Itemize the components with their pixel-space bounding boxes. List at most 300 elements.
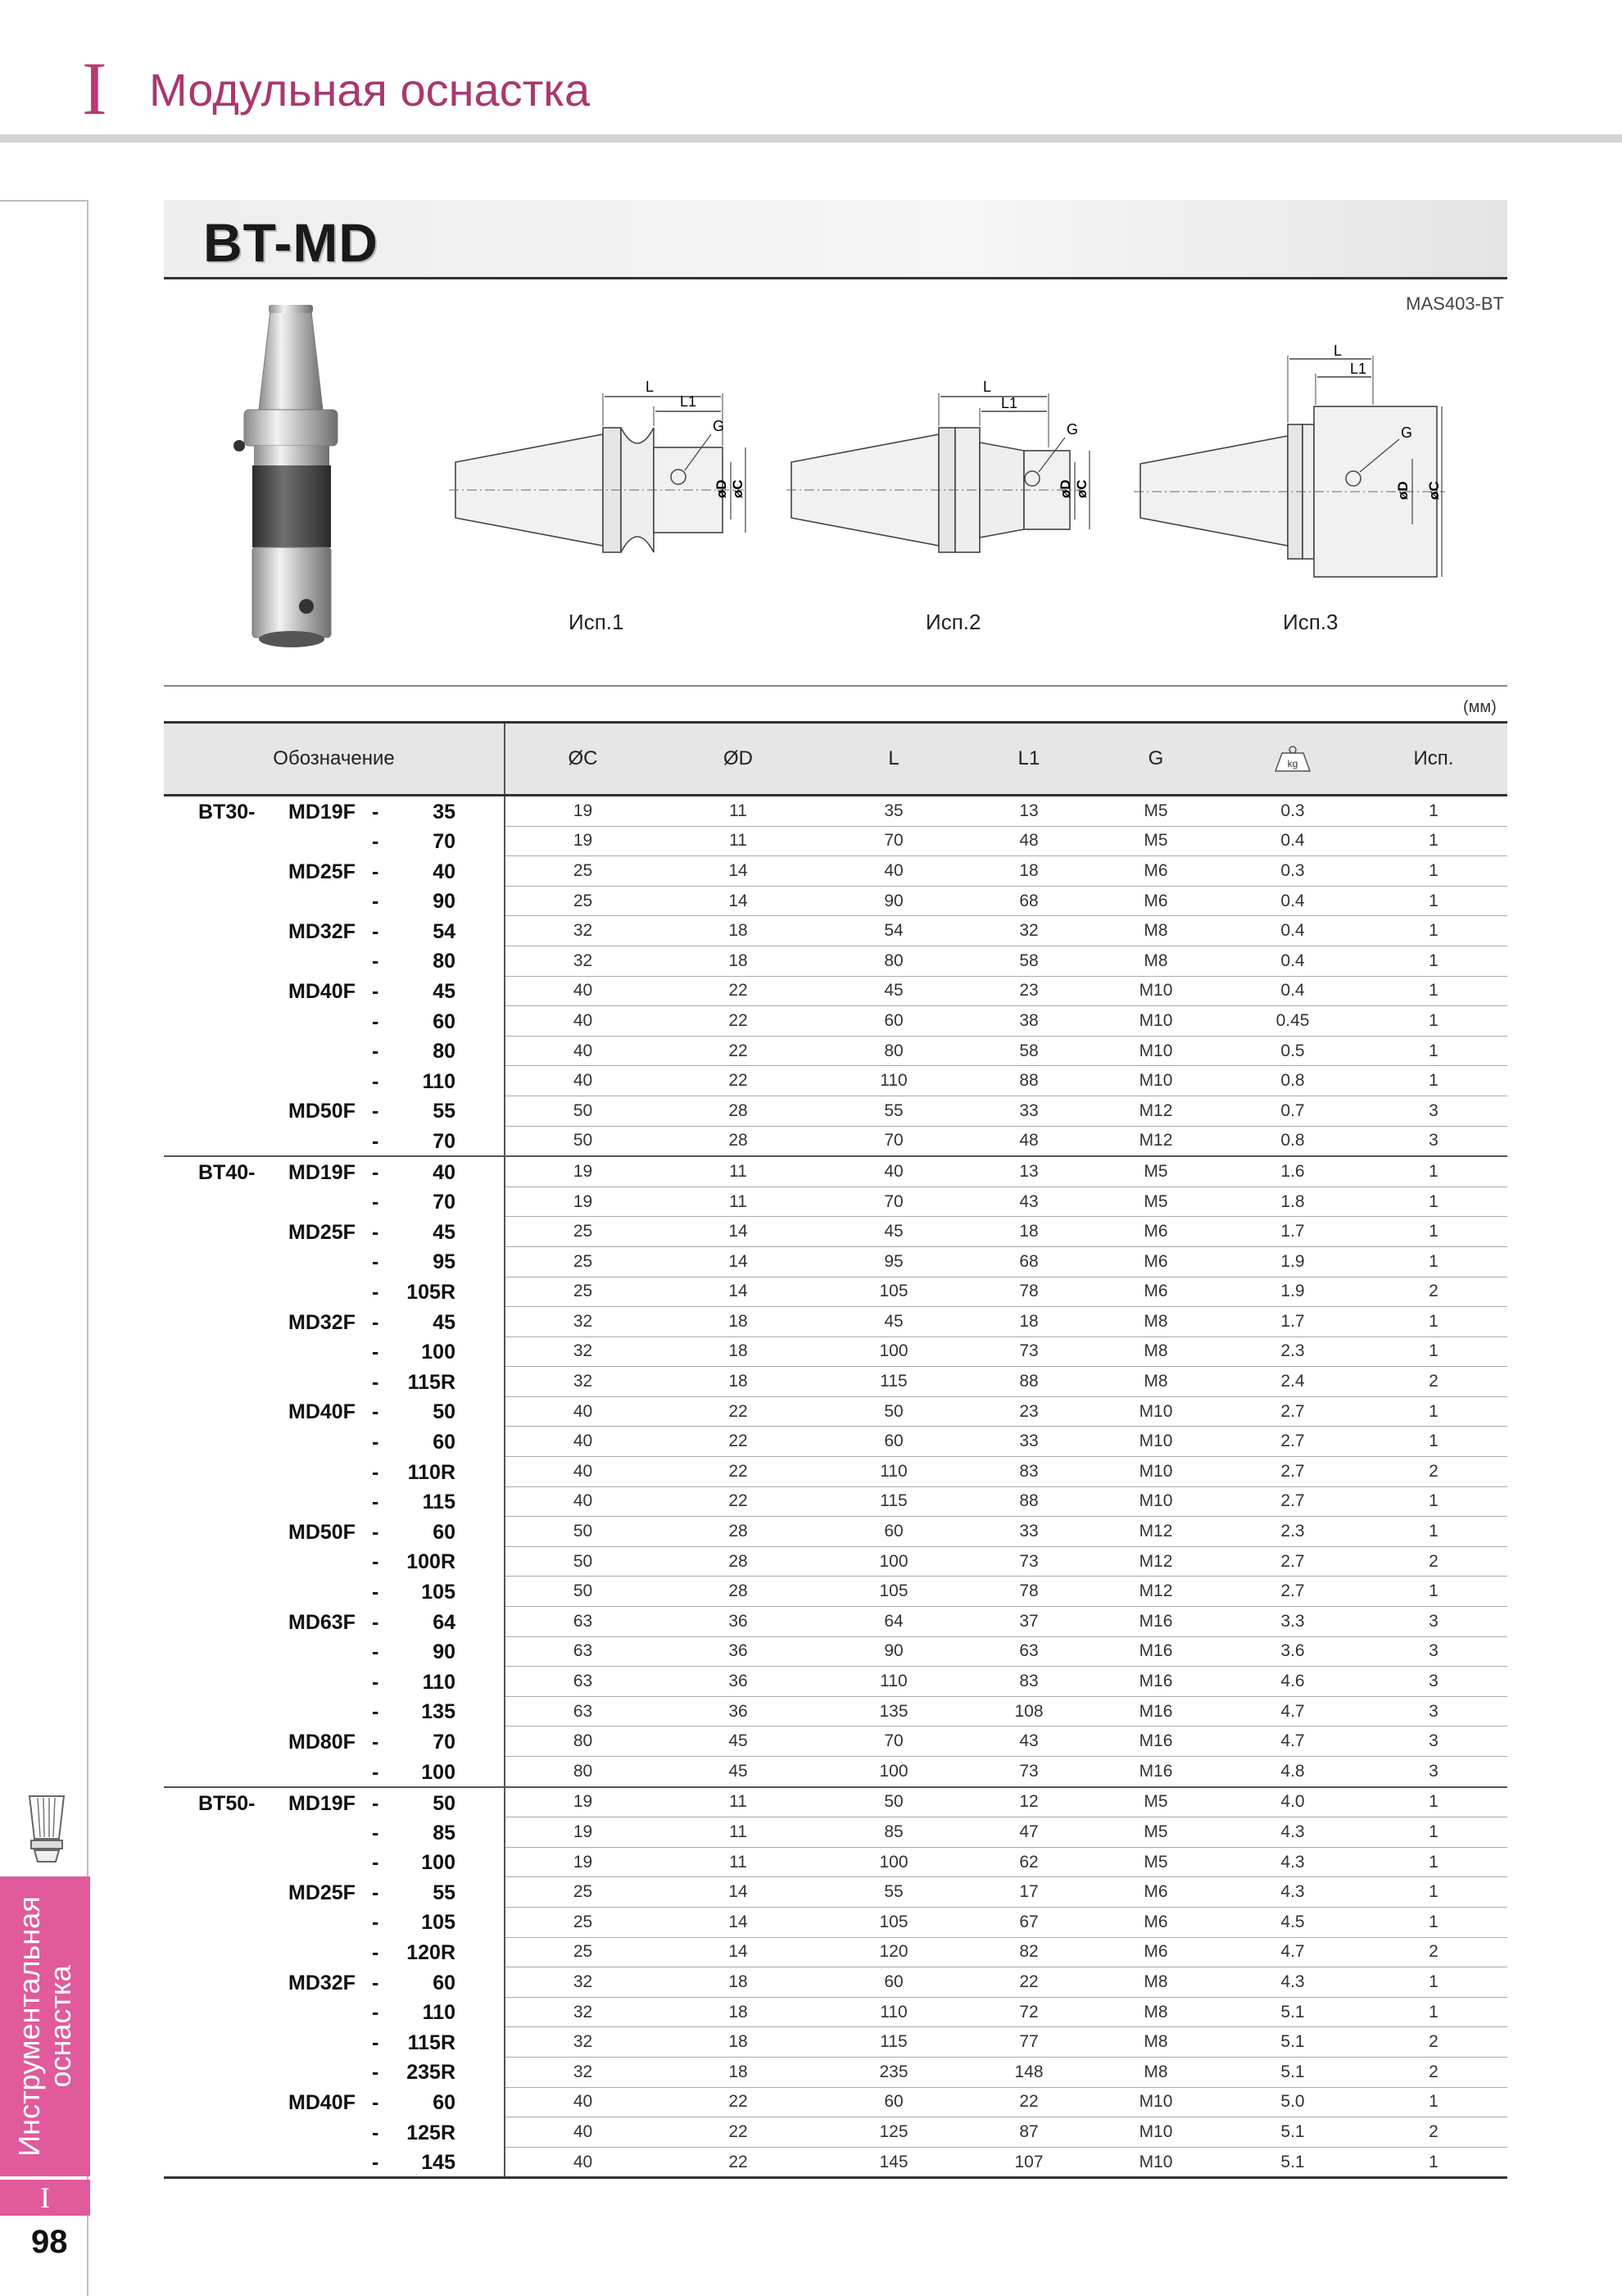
cell-d: 45 [660, 1757, 816, 1787]
designation-size-value: 110 [422, 1069, 455, 1093]
cell-l1: 58 [972, 946, 1086, 976]
dim-label: øC [730, 479, 745, 498]
cell-l1: 18 [972, 1307, 1086, 1337]
cell-isp: 1 [1360, 1907, 1507, 1937]
cell-d: 11 [660, 1817, 816, 1848]
cell-c: 32 [505, 1336, 660, 1367]
designation-model: MD19F [288, 801, 356, 824]
collet-icon [23, 1793, 70, 1863]
table-row [164, 1246, 1507, 1277]
cell-g: M5 [1086, 1156, 1226, 1187]
cell-designation: - 70 [164, 1187, 505, 1217]
cell-g: M8 [1086, 1997, 1226, 2027]
cell-d: 22 [660, 1427, 816, 1457]
cell-d: 45 [660, 1727, 816, 1757]
cell-d: 18 [660, 2057, 816, 2087]
designation-size-value: 110R [407, 1460, 455, 1484]
cell-d: 28 [660, 1546, 816, 1577]
cell-weight: 1.8 [1226, 1187, 1360, 1217]
cell-weight: 5.1 [1226, 2117, 1360, 2148]
cell-isp: 2 [1360, 2057, 1507, 2087]
cell-l: 105 [816, 1277, 972, 1307]
table-row [164, 2147, 1507, 2178]
cell-c: 50 [505, 1096, 660, 1126]
cell-weight: 5.1 [1226, 2027, 1360, 2058]
cell-l1: 23 [972, 976, 1086, 1006]
designation-size-value: 100 [421, 1341, 455, 1364]
cell-designation: MD50F - 60 [164, 1517, 505, 1547]
table-row [164, 1787, 1507, 1817]
cell-l1: 33 [972, 1517, 1086, 1547]
cell-isp: 1 [1360, 796, 1507, 827]
cell-weight: 0.7 [1226, 1096, 1360, 1126]
cell-weight: 2.7 [1226, 1577, 1360, 1607]
cell-l1: 107 [972, 2147, 1086, 2178]
cell-l1: 73 [972, 1336, 1086, 1367]
dim-label: øD [1395, 481, 1411, 500]
cell-weight: 0.8 [1226, 1066, 1360, 1096]
chapter-roman: I [82, 47, 107, 130]
designation-model: MD63F [288, 1610, 356, 1634]
cell-l1: 12 [972, 1787, 1086, 1817]
dim-label: L1 [1350, 361, 1367, 377]
cell-c: 40 [505, 1457, 660, 1487]
cell-l: 45 [816, 1217, 972, 1247]
designation-size-value: 45 [433, 1310, 455, 1334]
col-header-l1: L1 [972, 723, 1086, 796]
cell-g: M12 [1086, 1126, 1226, 1156]
section-side-tab-label [14, 1896, 76, 2156]
cell-c: 19 [505, 1787, 660, 1817]
table-row [164, 1727, 1507, 1757]
units-label: (мм) [1463, 698, 1497, 716]
section-side-tab [0, 1876, 90, 2176]
cell-g: M5 [1086, 1787, 1226, 1817]
cell-g: M12 [1086, 1096, 1226, 1126]
cell-c: 40 [505, 1427, 660, 1457]
cell-l: 135 [816, 1696, 972, 1727]
dim-label: øC [1074, 479, 1090, 498]
cell-d: 28 [660, 1517, 816, 1547]
designation-size-value: 80 [433, 1040, 455, 1064]
cell-weight: 1.9 [1226, 1277, 1360, 1307]
cell-l: 60 [816, 1517, 972, 1547]
cell-d: 22 [660, 2147, 816, 2178]
cell-l: 110 [816, 1066, 972, 1096]
cell-l: 60 [816, 1967, 972, 1998]
cell-weight: 0.4 [1226, 916, 1360, 946]
cell-d: 18 [660, 916, 816, 946]
cell-l: 235 [816, 2057, 972, 2087]
cell-d: 18 [660, 1336, 816, 1367]
cell-d: 36 [660, 1667, 816, 1697]
cell-l1: 108 [972, 1696, 1086, 1727]
cell-l: 110 [816, 1457, 972, 1487]
cell-d: 11 [660, 1156, 816, 1187]
cell-isp: 1 [1360, 1246, 1507, 1277]
dim-label: L [646, 379, 655, 395]
cell-designation: - 135 [164, 1696, 505, 1727]
cell-d: 22 [660, 976, 816, 1006]
designation-model: MD40F [288, 980, 356, 1004]
designation-size-value: 100R [406, 1550, 455, 1574]
cell-designation: - 100 [164, 1336, 505, 1367]
designation-size-value: 55 [433, 1881, 455, 1904]
cell-l1: 58 [972, 1036, 1086, 1066]
designation-size-value: 125R [406, 2121, 455, 2144]
designation-model: MD19F [288, 1161, 356, 1185]
cell-isp: 1 [1360, 1877, 1507, 1908]
cell-d: 11 [660, 1787, 816, 1817]
cell-g: M10 [1086, 1427, 1226, 1457]
cell-weight: 4.0 [1226, 1787, 1360, 1817]
table-row [164, 1577, 1507, 1607]
cell-weight: 0.45 [1226, 1006, 1360, 1037]
cell-isp: 2 [1360, 2117, 1507, 2148]
cell-d: 28 [660, 1126, 816, 1156]
dim-label: L1 [680, 393, 697, 410]
cell-c: 80 [505, 1727, 660, 1757]
cell-d: 22 [660, 1396, 816, 1427]
designation-size-value: 90 [433, 1640, 455, 1664]
cell-g: M8 [1086, 1367, 1226, 1397]
cell-weight: 1.6 [1226, 1156, 1360, 1187]
weight-icon-label: kg [1287, 758, 1298, 769]
cell-designation: - 120R [164, 1937, 505, 1967]
cell-d: 22 [660, 1486, 816, 1517]
table-row [164, 1126, 1507, 1156]
cell-designation: - 85 [164, 1817, 505, 1848]
cell-isp: 2 [1360, 1546, 1507, 1577]
col-header-g: G [1086, 723, 1226, 796]
cell-isp: 1 [1360, 1217, 1507, 1247]
cell-l: 50 [816, 1396, 972, 1427]
cell-isp: 3 [1360, 1696, 1507, 1727]
cell-l: 110 [816, 1997, 972, 2027]
cell-designation: - 145 [164, 2147, 505, 2178]
table-row [164, 1607, 1507, 1637]
cell-g: M16 [1086, 1757, 1226, 1787]
designation-model: MD40F [288, 2091, 356, 2115]
cell-g: M6 [1086, 1937, 1226, 1967]
cell-l: 115 [816, 1367, 972, 1397]
table-row [164, 1997, 1507, 2027]
cell-designation: - 60 [164, 1427, 505, 1457]
cell-c: 32 [505, 946, 660, 976]
cell-g: M12 [1086, 1577, 1226, 1607]
cell-g: M16 [1086, 1636, 1226, 1667]
cell-isp: 1 [1360, 1066, 1507, 1096]
cell-d: 18 [660, 1367, 816, 1397]
cell-designation: MD80F - 70 [164, 1727, 505, 1757]
designation-model: MD80F [288, 1730, 356, 1754]
dim-label: L [1334, 344, 1343, 359]
cell-c: 63 [505, 1696, 660, 1727]
cell-weight: 0.4 [1226, 946, 1360, 976]
cell-c: 32 [505, 1997, 660, 2027]
cell-designation: MD40F - 45 [164, 976, 505, 1006]
cell-designation: - 115 [164, 1486, 505, 1517]
side-tab-label-line1: Инструментальная [12, 1896, 46, 2157]
cell-l: 90 [816, 1636, 972, 1667]
designation-model: MD25F [288, 860, 356, 883]
cell-l: 90 [816, 886, 972, 916]
cell-weight: 2.4 [1226, 1367, 1360, 1397]
cell-isp: 1 [1360, 976, 1507, 1006]
cell-l1: 77 [972, 2027, 1086, 2058]
cell-isp: 3 [1360, 1757, 1507, 1787]
cell-weight: 0.4 [1226, 886, 1360, 916]
table-row [164, 1457, 1507, 1487]
cell-c: 19 [505, 826, 660, 856]
table-row [164, 1036, 1507, 1066]
cell-isp: 1 [1360, 1156, 1507, 1187]
cell-weight: 4.7 [1226, 1937, 1360, 1967]
cell-d: 22 [660, 2117, 816, 2148]
drawing-label-isp-2: Исп.2 [926, 610, 981, 634]
cell-l1: 37 [972, 1607, 1086, 1637]
table-row [164, 1696, 1507, 1727]
cell-designation: BT30- MD19F - 35 [164, 796, 505, 827]
cell-l: 50 [816, 1787, 972, 1817]
table-row [164, 1217, 1507, 1247]
cell-isp: 3 [1360, 1607, 1507, 1637]
cell-designation: MD63F - 64 [164, 1607, 505, 1637]
cell-d: 11 [660, 826, 816, 856]
cell-l1: 18 [972, 1217, 1086, 1247]
cell-c: 40 [505, 1066, 660, 1096]
cell-c: 40 [505, 2117, 660, 2148]
cell-d: 18 [660, 1967, 816, 1998]
cell-weight: 4.6 [1226, 1667, 1360, 1697]
col-header-d: ØD [660, 723, 816, 796]
cell-weight: 2.7 [1226, 1396, 1360, 1427]
cell-d: 36 [660, 1696, 816, 1727]
cell-g: M8 [1086, 1967, 1226, 1998]
dim-label: G [1067, 421, 1079, 438]
cell-l1: 88 [972, 1066, 1086, 1096]
designation-size-value: 105R [406, 1281, 455, 1304]
designation-size-value: 70 [433, 1730, 455, 1754]
cell-l: 115 [816, 2027, 972, 2058]
designation-model: MD32F [288, 919, 356, 943]
cell-designation: MD32F - 54 [164, 916, 505, 946]
cell-l: 70 [816, 1187, 972, 1217]
designation-size-value: 80 [433, 950, 455, 973]
dim-label: øC [1426, 481, 1442, 500]
section-separator [164, 685, 1507, 687]
cell-l: 64 [816, 1607, 972, 1637]
table-row [164, 946, 1507, 976]
drawing-label-isp-1: Исп.1 [569, 610, 624, 634]
table-row [164, 2087, 1507, 2117]
cell-l1: 87 [972, 2117, 1086, 2148]
cell-d: 14 [660, 1907, 816, 1937]
table-row [164, 2027, 1507, 2058]
cell-weight: 0.4 [1226, 826, 1360, 856]
table-row [164, 1877, 1507, 1908]
cell-l: 100 [816, 1847, 972, 1877]
designation-size-value: 70 [433, 830, 455, 854]
cell-designation: - 80 [164, 946, 505, 976]
cell-c: 80 [505, 1757, 660, 1787]
cell-isp: 1 [1360, 1787, 1507, 1817]
cell-weight: 4.7 [1226, 1696, 1360, 1727]
cell-g: M6 [1086, 1246, 1226, 1277]
cell-l: 100 [816, 1546, 972, 1577]
table-row [164, 1757, 1507, 1787]
cell-l1: 43 [972, 1187, 1086, 1217]
cell-c: 50 [505, 1577, 660, 1607]
cell-weight: 3.6 [1226, 1636, 1360, 1667]
col-header-designation: Обозначение [164, 723, 505, 796]
designation-size-value: 40 [433, 1161, 455, 1185]
designation-size-value: 70 [433, 1130, 455, 1154]
cell-l1: 68 [972, 1246, 1086, 1277]
cell-designation: - 115R [164, 1367, 505, 1397]
cell-designation: BT50- MD19F - 50 [164, 1787, 505, 1817]
cell-isp: 1 [1360, 1307, 1507, 1337]
cell-c: 32 [505, 1367, 660, 1397]
table-row [164, 1907, 1507, 1937]
cell-d: 14 [660, 886, 816, 916]
product-photo [221, 303, 360, 664]
cell-c: 40 [505, 2147, 660, 2178]
cell-d: 36 [660, 1636, 816, 1667]
drawing-isp-1 [449, 377, 760, 590]
cell-l1: 13 [972, 1156, 1086, 1187]
designation-size-value: 40 [433, 860, 455, 883]
cell-isp: 1 [1360, 1997, 1507, 2027]
designation-model: MD40F [288, 1400, 356, 1424]
table-row [164, 1967, 1507, 1998]
designation-size-value: 60 [433, 1430, 455, 1454]
cell-c: 63 [505, 1636, 660, 1667]
cell-isp: 1 [1360, 946, 1507, 976]
cell-g: M5 [1086, 1187, 1226, 1217]
table-row [164, 2117, 1507, 2148]
designation-size-value: 110 [422, 2001, 455, 2025]
cell-c: 19 [505, 1156, 660, 1187]
cell-d: 22 [660, 1457, 816, 1487]
table-row [164, 976, 1507, 1006]
cell-weight: 5.0 [1226, 2087, 1360, 2117]
cell-g: M16 [1086, 1727, 1226, 1757]
cell-isp: 3 [1360, 1727, 1507, 1757]
cell-l1: 22 [972, 2087, 1086, 2117]
designation-size-value: 45 [433, 980, 455, 1004]
cell-c: 50 [505, 1517, 660, 1547]
cell-weight: 3.3 [1226, 1607, 1360, 1637]
cell-isp: 1 [1360, 2147, 1507, 2178]
cell-weight: 1.7 [1226, 1217, 1360, 1247]
cell-c: 40 [505, 976, 660, 1006]
cell-c: 25 [505, 1937, 660, 1967]
cell-c: 63 [505, 1667, 660, 1697]
designation-model: MD32F [288, 1971, 356, 1994]
cell-g: M10 [1086, 1396, 1226, 1427]
designation-size-value: 100 [421, 1851, 455, 1875]
cell-l1: 82 [972, 1937, 1086, 1967]
designation-size-value: 60 [433, 1520, 455, 1544]
cell-isp: 1 [1360, 1847, 1507, 1877]
cell-c: 25 [505, 1877, 660, 1908]
designation-size-value: 145 [421, 2151, 455, 2175]
cell-g: M5 [1086, 826, 1226, 856]
cell-c: 32 [505, 1307, 660, 1337]
cell-d: 22 [660, 1066, 816, 1096]
cell-g: M16 [1086, 1696, 1226, 1727]
designation-size-value: 105 [421, 1911, 455, 1935]
cell-d: 18 [660, 2027, 816, 2058]
cell-weight: 0.5 [1226, 1036, 1360, 1066]
cell-l: 100 [816, 1336, 972, 1367]
cell-l1: 43 [972, 1727, 1086, 1757]
cell-isp: 3 [1360, 1667, 1507, 1697]
cell-isp: 2 [1360, 1937, 1507, 1967]
cell-designation: - 70 [164, 1126, 505, 1156]
cell-d: 28 [660, 1096, 816, 1126]
cell-c: 32 [505, 1967, 660, 1998]
cell-designation: MD40F - 60 [164, 2087, 505, 2117]
designation-model: MD25F [288, 1220, 356, 1244]
designation-model: MD19F [288, 1791, 356, 1815]
dim-label: L1 [1001, 395, 1018, 411]
cell-weight: 5.1 [1226, 2147, 1360, 2178]
cell-designation: - 90 [164, 886, 505, 916]
cell-l1: 73 [972, 1757, 1086, 1787]
designation-size-value: 60 [433, 1971, 455, 1994]
side-tab-roman: I [0, 2180, 90, 2216]
cell-g: M8 [1086, 946, 1226, 976]
cell-isp: 3 [1360, 1096, 1507, 1126]
cell-l: 35 [816, 796, 972, 827]
cell-g: M6 [1086, 856, 1226, 887]
cell-designation: - 110 [164, 1667, 505, 1697]
table-row [164, 1307, 1507, 1337]
cell-g: M10 [1086, 2087, 1226, 2117]
cell-d: 22 [660, 1006, 816, 1037]
designation-model: MD50F [288, 1520, 356, 1544]
cell-designation: - 235R [164, 2057, 505, 2087]
col-header-l: L [816, 723, 972, 796]
cell-g: M8 [1086, 1307, 1226, 1337]
cell-l: 145 [816, 2147, 972, 2178]
cell-l1: 22 [972, 1967, 1086, 1998]
cell-l1: 17 [972, 1877, 1086, 1908]
table-row [164, 1817, 1507, 1848]
cell-weight: 4.5 [1226, 1907, 1360, 1937]
cell-l1: 18 [972, 856, 1086, 887]
dim-label: G [713, 418, 725, 434]
cell-g: M10 [1086, 1486, 1226, 1517]
designation-size-value: 90 [433, 890, 455, 914]
cell-g: M8 [1086, 916, 1226, 946]
cell-c: 19 [505, 1187, 660, 1217]
cell-d: 11 [660, 1847, 816, 1877]
designation-size-value: 95 [433, 1250, 455, 1274]
cell-c: 32 [505, 916, 660, 946]
table-row [164, 916, 1507, 946]
cell-g: M16 [1086, 1667, 1226, 1697]
cell-weight: 2.7 [1226, 1427, 1360, 1457]
cell-d: 11 [660, 796, 816, 827]
cell-isp: 1 [1360, 1396, 1507, 1427]
cell-g: M6 [1086, 1277, 1226, 1307]
designation-model: MD50F [288, 1100, 356, 1123]
cell-isp: 3 [1360, 1126, 1507, 1156]
cell-designation: MD25F - 55 [164, 1877, 505, 1908]
